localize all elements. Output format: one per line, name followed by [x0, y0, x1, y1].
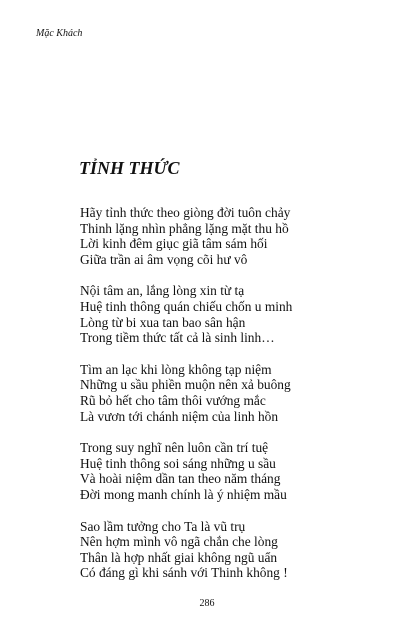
- poem-line: Nội tâm an, lắng lòng xin từ tạ: [80, 283, 245, 299]
- poem-line: Lời kinh đêm giục giã tâm sám hối: [80, 236, 268, 252]
- poem-line: Thân là hợp nhất giai không ngũ uẩn: [80, 549, 278, 565]
- poem-line: Tìm an lạc khi lòng không tạp niệm: [80, 361, 272, 377]
- poem-line: Những u sầu phiền muộn nên xả buông: [80, 377, 291, 393]
- poem-line: Huệ tinh thông quán chiếu chốn u minh: [80, 298, 293, 314]
- poem-line: Có đáng gì khi sánh với Thinh không !: [80, 565, 288, 581]
- poem-line: Đời mong manh chính là ý nhiệm mầu: [80, 486, 287, 502]
- stanza-3: [80, 362, 400, 424]
- page-number: 286: [199, 598, 215, 609]
- stanza-5: [80, 519, 400, 581]
- poem-title: TỈNH THỨC: [79, 158, 180, 178]
- poem-line: Trong suy nghĩ nên luôn cần trí tuệ: [80, 440, 269, 456]
- poem-line: Thinh lặng nhìn phẳng lặng mặt thu hồ: [80, 220, 289, 236]
- running-head-author: Mặc Khách: [36, 28, 83, 39]
- poem-line: Hãy tỉnh thức theo giòng đời tuôn chảy: [80, 205, 291, 220]
- stanza-4: [80, 440, 400, 502]
- poem-line: Rũ bỏ hết cho tâm thôi vướng mắc: [80, 392, 266, 408]
- poem-line: Là vươn tới chánh niệm của linh hồn: [80, 408, 279, 424]
- stanza-1: [80, 205, 400, 267]
- poem-line: Và hoài niệm dần tan theo năm tháng: [80, 471, 281, 487]
- poem-line: Nên hợm mình vô ngã chắn che lòng: [80, 534, 278, 550]
- stanza-2: [80, 283, 400, 345]
- poem-line: Trong tiềm thức tất cả là sinh linh…: [80, 330, 275, 346]
- poem-line: Huệ tinh thông soi sáng những u sầu: [80, 455, 276, 471]
- poem-body: [80, 205, 400, 597]
- poem-line: Giữa trần ai âm vọng cõi hư vô: [80, 251, 248, 267]
- poem-line: Sao lầm tưởng cho Ta là vũ trụ: [80, 518, 246, 534]
- poem-line: Lòng từ bi xua tan bao sân hận: [80, 314, 246, 330]
